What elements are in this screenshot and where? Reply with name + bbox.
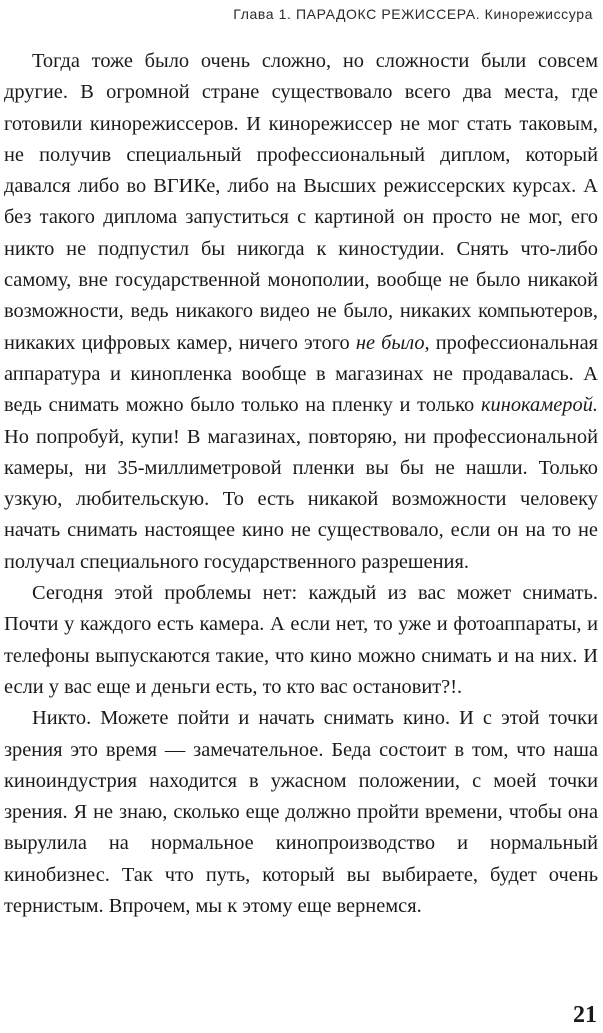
paragraph-2 xyxy=(4,578,598,703)
page-number: 21 xyxy=(573,1002,597,1028)
text-segment: Но попробуй, купи! В магазинах, повторяю, ни профессиональной камеры, ни 35-миллиметровой пленки вы бы не нашли. Только узкую, любительскую. То есть никакой возможности человеку начать снимать настоящее кино не существовало, если он на то не получал специального государственного разрешения. xyxy=(4,425,598,573)
paragraph-3 xyxy=(4,703,598,922)
text-segment: Тогда тоже было очень сложно, но сложности были совсем другие. В огромной стране существовало всего два места, где готовили кинорежиссеров. И кинорежиссер не мог стать таковым, не получив специальный профессиональный диплом, который давался либо во ВГИКе, либо на Высших режиссерских курсах. А без такого диплома запуститься с картиной он просто не мог, его никто не подпустил бы никогда к киностудии. Снять что-либо самому, вне государственной монополии, вообще не было никакой возможности, ведь никакого видео не было, никаких компьютеров, никаких цифровых камер, ничего этого xyxy=(4,50,598,354)
body-text xyxy=(4,46,598,922)
text-segment: Никто. Можете пойти и начать снимать кино. И с этой точки зрения это время — замечательное. Беда состоит в том, что наша киноиндустрия находится в ужасном положении, с моей точки зрения. Я не знаю, сколько еще должно пройти времени, чтобы она вырулила на нормальное кинопроизводство и нормальный кинобизнес. Так что путь, который вы выбираете, будет очень тернистым. Впрочем, мы к этому еще вернемся. xyxy=(4,707,598,918)
paragraph-1 xyxy=(4,46,598,578)
text-segment: , профессиональная аппаратура и кинопленка вообще в магазинах не продавалась. А ведь снимать можно было только на пленку и только xyxy=(4,331,599,417)
text-segment: Сегодня этой проблемы нет: каждый из вас может снимать. Почти у каждого есть камера. А если нет, то уже и фотоаппараты, и телефоны выпускаются такие, что кино можно снимать и на них. И если у вас еще и деньги есть, то кто вас остановит?!. xyxy=(4,582,598,698)
running-head: Глава 1. ПАРАДОКС РЕЖИССЕРА. Кинорежиссура xyxy=(233,6,593,22)
italic-segment: не было xyxy=(355,331,425,354)
italic-segment: кинокамерой. xyxy=(480,394,598,417)
